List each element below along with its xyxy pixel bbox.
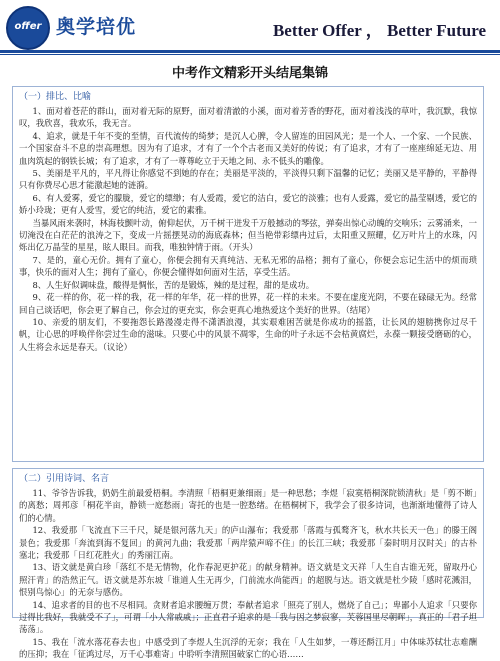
paragraph: 13、语文就是黄白珍「落红不是无情物，化作春泥更护花」的献身精神。语文就是文天祥「人生自古谁无死，留取丹心照汗青」的浩然正气。语文就是苏东坡「谁道人生无再少，门前流水尚能西」的超脱与达。语文就是杜少陵「感时花溅泪，恨别鸟惊心」的无奈与感伤。 bbox=[19, 562, 477, 598]
document-title: 中考作文精彩开头结尾集锦 bbox=[171, 66, 328, 81]
paragraph: 当暴风雨来袭时，林海枝颤叶动，俯仰起伏，万千树干迸发千万般撼动的琴弦，弹奏出惊心动魄的交响乐；云雾涌来，一切淹没在白茫茫的浪涛之下，变成一片摇摆晃动的海底森林；但当艳带彩缥冉过后，太阳重又照耀，亿万叶片上的水珠，闪烁出亿万晶莹的星星，眩人眼目。而我，唯独钟情于雨。（开头） bbox=[19, 217, 477, 253]
paragraph: 15、我在「流水落花春去也」中感受到了李煜人生沉浮的无奈；我在「人生如梦，一尊还酹江月」中体味苏轼壮志难酬的压抑；我在「征鸿过尽，万千心事难寄」中聆听李清照国破家亡的心语…… bbox=[19, 636, 477, 660]
header-banner bbox=[0, 0, 500, 56]
header-rule-thin bbox=[0, 54, 500, 55]
section-heading: （二）引用诗词、名言 bbox=[19, 474, 110, 484]
paragraph: 9、花一样的你，花一样的我，花一样的年华，花一样的世界，花一样的未来。不要在虚度光阴，不要在碌碌无为。经常回自己谈话吧，你会更了解自己，你会过的更充实，你会更真心地热爱这个美好的世界。（结尾） bbox=[19, 292, 477, 315]
section-heading: （一）排比、比喻 bbox=[19, 92, 92, 102]
header-rule bbox=[0, 50, 500, 53]
logo-text: offer bbox=[14, 21, 42, 32]
paragraph: 10、亲爱的朋友们，不要拖怨长路漫漫走得不潇洒浪漫，其实艰难困苦就是你成功的摇篮，让长风的翅膀携你过尽千帆，让心思的呼唤伴你尝过生命的滋味。只要心中的风景不凋零，生命的叶子永远不会枯黄腐烂，永葆一颗接受磨砺的心，人生将会永远是春天。（议论） bbox=[19, 316, 477, 352]
brand-name: 奥学培优 bbox=[56, 16, 137, 38]
section-parallelism-metaphor bbox=[12, 86, 484, 462]
section-quotations bbox=[12, 468, 484, 660]
paragraph: 8、人生好似调味盘，酸得是惆怅，苦的是锻炼，辣的是过程，甜的是成功。 bbox=[32, 279, 315, 290]
paragraph: 7、是的，童心无价。拥有了童心，你便会拥有天真纯洁、无私无邪的品格；拥有了童心，你便会忘记生活中的烦而琐事，快乐的面对人生；拥有了童心，你便会懂得如何面对生活，享受生活。 bbox=[19, 254, 477, 278]
paragraph: 1、面对着苍茫的群山，面对着无际的原野，面对着清澈的小溪，面对着芳香的野花，面对着浅浅的草叶，我沉默，我惊叹，我欣喜，我欢乐，我无言。 bbox=[19, 106, 477, 129]
offer-logo bbox=[6, 6, 50, 50]
paragraph: 5、美丽是平凡的，平凡得让你感觉不到她的存在；美丽是平淡的，平淡得只剩下温馨的记忆；美丽又是平静的，平静得只有你费尽心思才能激起她的涟漪。 bbox=[19, 168, 477, 191]
paragraph: 12、我爱那「飞流直下三千尺，疑是银河落九天」的庐山瀑布；我爱那「落霞与孤鹜齐飞，秋水共长天一色」的滕王阁景色；我爱那「奔流到海不复回」的黄河九曲；我爱那「两岸猿声啼不住」的长江三峡；我爱那「秦时明月汉时关」的古朴塞北；我爱那「日红花胜火」的秀丽江南。 bbox=[19, 525, 477, 561]
paragraph: 4、追求，就是千年不变的至情，百代流传的绮梦；是沉人心脾，令人留连的田园风光；是一个人、一个家、一个民族、一个国家奋斗不息的崇高理想。因为有了追求，才有了一个个古老而又美好的传说；有了追求，才有了一座座绵延无边、用血肉筑起的钢铁长城；有了追求，才有了一尊尊屹立于天地之间、永不低头的雕像。 bbox=[19, 130, 477, 166]
slogan: Better Offer ， Better Future bbox=[272, 21, 486, 40]
paragraph: 11、爷爷告诉我，奶奶生前最爱梧桐。李清照「梧桐更兼细雨」是一种思愁；李煜「寂寞梧桐深院锁清秋」是「剪不断」的离愁；周邦彦「桐花半亩，静锁一庭愁雨」寄托的也是一腔愁绪。在梧桐树下，我学会了很多诗词，也渐渐地懂得了诗人们的心情。 bbox=[19, 488, 477, 523]
paragraph: 14、追求者的目的也不尽相同。贪财者追求腰缠万贯；奉献者追求「照亮了别人，燃烧了自己」；卑鄙小人追求「只要你过得比我好，我就受不了」，可谓「小人常戚戚」；正直君子追求的是「我与因之梦寂寥，芙蓉国里尽朝晖」，真正的「君子坦荡荡」。 bbox=[19, 599, 477, 635]
paragraph: 6、有人爱雾，爱它的朦胧，爱它的缥缈；有人爱霞，爱它的洁白，爱它的淡雅；也有人爱露，爱它的晶莹剔透，爱它的娇小玲珑；更有人爱雪，爱它的纯洁，爱它的素雅。 bbox=[19, 192, 477, 216]
